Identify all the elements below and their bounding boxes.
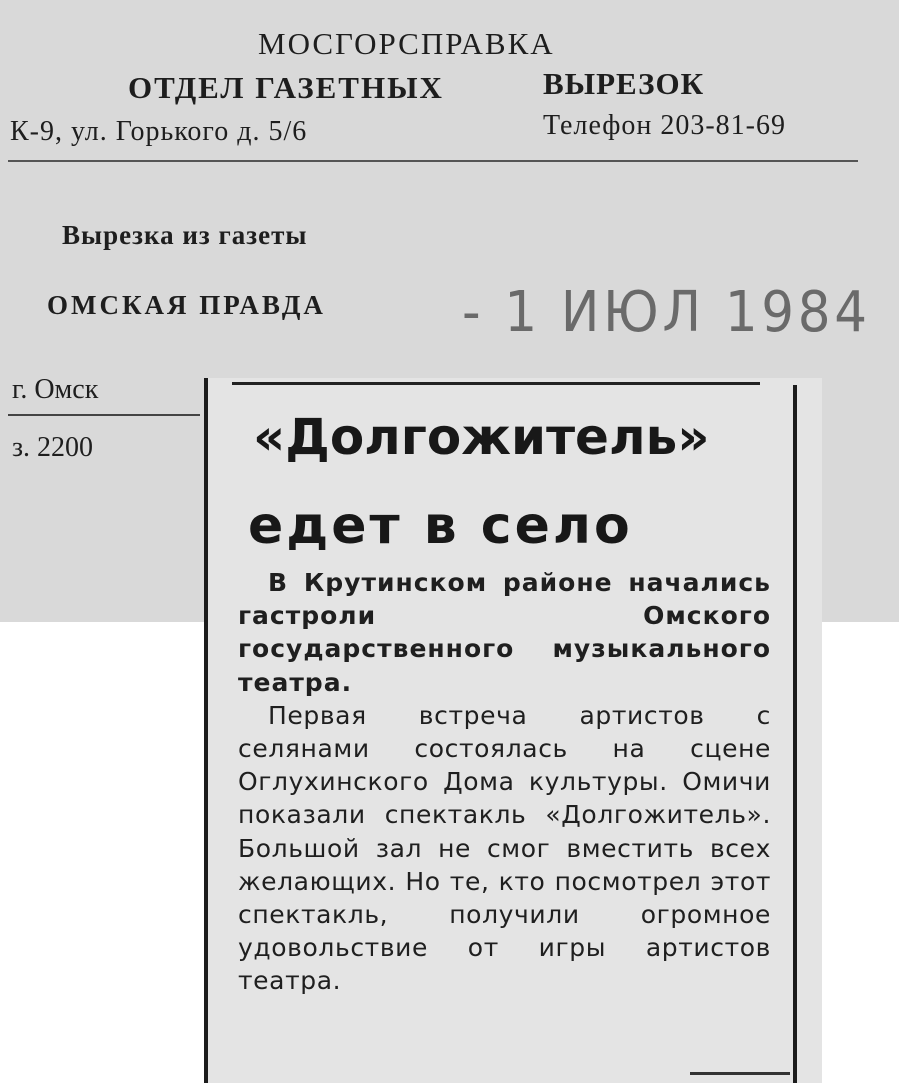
article-headline-line1: «Долгожитель» xyxy=(253,408,710,466)
department-name-bold: ВЫРЕЗОК xyxy=(543,66,705,101)
article-lead: В Крутинском районе начались гастроли Омского государственного музыкального театра. xyxy=(238,568,771,697)
department-name: ОТДЕЛ ГАЗЕТНЫХ xyxy=(128,70,444,105)
column-rule-left xyxy=(204,378,208,1083)
column-rule-top xyxy=(232,382,760,385)
article-text xyxy=(238,566,771,998)
article-body: Первая встреча артистов с селянами состоялась на сцене Оглухинского Дома культуры. Омичи показали спектакль «Долгожитель». Большой зал не смог вместить всех желающих. Но те, кто посмотрел этот спектакль, получили огромное удовольствие от игры артистов театра. xyxy=(238,700,771,996)
city-divider xyxy=(8,414,200,416)
circulation-label: з. 2200 xyxy=(12,432,94,463)
agency-name: МОСГОРСПРАВКА xyxy=(258,26,555,61)
newspaper-name: ОМСКАЯ ПРАВДА xyxy=(47,290,326,320)
date-stamp: - 1 ИЮЛ 1984 xyxy=(462,280,871,345)
clip-label: Вырезка из газеты xyxy=(62,220,308,250)
agency-address: К-9, ул. Горького д. 5/6 xyxy=(10,116,308,147)
agency-phone: Телефон 203-81-69 xyxy=(543,110,786,141)
city-label: г. Омск xyxy=(12,374,99,405)
column-rule-right xyxy=(793,385,797,1083)
header-divider xyxy=(8,160,858,162)
column-rule-bottom xyxy=(690,1072,790,1075)
article-headline-line2: едет в село xyxy=(248,496,633,556)
